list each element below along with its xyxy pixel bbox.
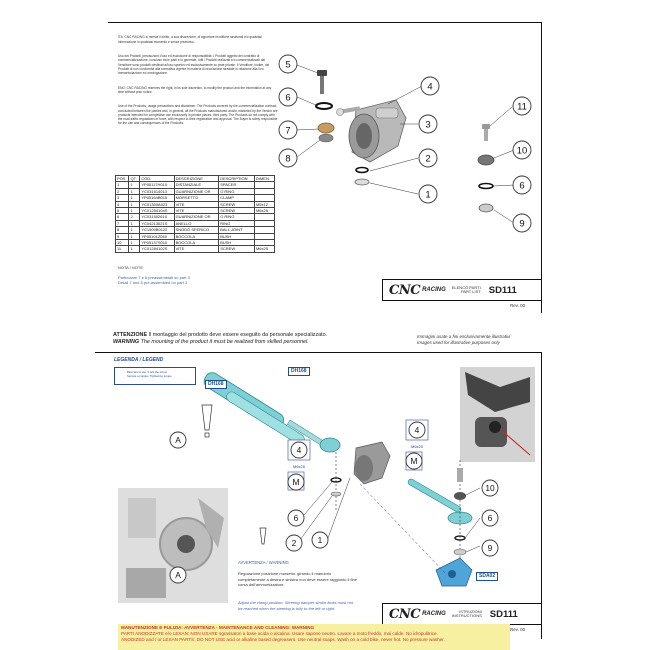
table-cell: RING (219, 220, 255, 226)
callout-label: A (175, 435, 181, 446)
table-cell: 6 (116, 214, 129, 220)
table-cell: 1 (129, 233, 140, 239)
table-cell: YP05137S010 (140, 240, 174, 246)
instructions-label (452, 610, 482, 619)
leader-lines (297, 65, 514, 223)
table-cell: M6x25 (254, 208, 274, 214)
table-cell: CLAMP (219, 195, 255, 201)
table-cell: BOCCOLA (174, 233, 219, 239)
table-cell: VITE (174, 201, 219, 207)
cnc-logo: CNC (389, 282, 421, 298)
table-cell: 1 (116, 182, 129, 188)
images-note-it: Immagini usate a fini esclusivamente illustrativi (417, 334, 511, 339)
table-cell: 1 (129, 208, 140, 214)
table-cell: VITE (174, 208, 219, 214)
callout-label: 7 (285, 125, 291, 137)
callout-label: 4 (414, 425, 420, 436)
table-cell: ANELLO (174, 220, 219, 226)
part-list-label-it: ELENCO PARTI (451, 284, 481, 290)
callout-label: 3 (425, 119, 431, 131)
o-ring-part (356, 168, 368, 173)
table-cell: YP05117H010 (140, 182, 174, 188)
table-cell: YC01284102S (140, 246, 174, 252)
callout-label: 6 (285, 92, 291, 104)
screw-part (482, 124, 490, 141)
revision-label: Rev. 00 (510, 303, 526, 308)
callout-circles (279, 55, 531, 232)
title-block-top (382, 279, 542, 301)
title-block-bottom (382, 603, 542, 625)
header-code: COD. (140, 176, 174, 182)
table-cell: 1 (129, 182, 140, 188)
attention-label: ATTENZIONE (113, 332, 148, 338)
screw-part (317, 70, 327, 94)
table-cell: YC04213021S (140, 220, 174, 226)
callout-label: 9 (487, 543, 493, 554)
callout-label: 1 (317, 535, 323, 546)
table-cell: M6x25 (254, 246, 274, 252)
callout-label: 6 (487, 513, 493, 524)
table-cell: SCREW (219, 246, 255, 252)
disclaimer-paragraph: ITA: CNC RACING si riserva il diritto, a sua discrezione, di apportare modifiche strutturali e/o qualsiasi informazione in qualsiasi momento e senza preavviso. (118, 35, 263, 44)
parts-table (115, 175, 275, 253)
maintenance-heading: MANUTENZIONE E PULIZIA: AVVERTENZA - MAINTENANCE AND CLEANING: WARNING (121, 625, 315, 630)
bracket-part (436, 558, 472, 586)
maintenance-text-it: PARTI ANODIZZATE e/o LEXAN: NON USARE sgrassatori a base acida o alcalina. Usare sapone neutro. Lavare a moto freddo, mai calde. No idropulitrice. (121, 631, 438, 637)
note-text (118, 275, 190, 285)
header-descrizione: DESCRIZIONE (174, 176, 219, 182)
legend-line: Bloccare la vite / Lock the screw (127, 370, 167, 374)
product-code: SD111 (489, 608, 518, 620)
table-cell: 9 (116, 233, 129, 239)
table-cell: 5 (116, 208, 129, 214)
callout-label: M (292, 477, 300, 488)
warning-heading: AVVERTENZA / WARNING (238, 560, 289, 565)
table-cell: 7 (116, 220, 129, 226)
maintenance-warning (118, 624, 510, 650)
spacer-part (355, 179, 369, 185)
callout-label: 2 (425, 153, 431, 165)
table-cell: SNODO SFERICO (174, 227, 219, 233)
disclaimer-paragraph: Use of the Products, usage precautions and disclaimer: The Products covered by the commercialization contract concluded between the parties and, in general, all the Products manufactured and/or marketed by the Vendor are products intended for competitive use exclusively in private places, third party. The Products do not comply with the road traffic regulations in force, with respect to their registration and approval. The Buyer is solely responsible for the use and consequences of the Products. (118, 104, 279, 126)
table-cell: 4 (116, 201, 129, 207)
attention-text: Il montaggio del prodotto deve essere eseguito da personale specializzato. (148, 332, 328, 338)
table-cell: BUSH (219, 240, 255, 246)
o-ring-part (316, 103, 332, 109)
racing-logo: RACING (422, 287, 446, 293)
warning-mark (202, 405, 212, 430)
table-cell: SPACER (219, 182, 255, 188)
images-note-en: Images used for illustrative purposes only (417, 340, 500, 345)
table-cell: 11 (116, 246, 129, 252)
table-cell: YC1500B0122 (140, 227, 174, 233)
assembly-drawing (160, 360, 530, 590)
instructions-label-it: ISTRUZIONI (459, 608, 482, 614)
o-ring-part (479, 184, 493, 189)
table-cell: SCREW (219, 208, 255, 214)
table-cell: YC031614013 (140, 188, 174, 194)
table-cell: 2 (116, 188, 129, 194)
legend-title: LEGENDA / LEGEND (114, 357, 164, 363)
attention-block (113, 332, 433, 346)
legend-line: Serrare a coppia / Tightening torque (127, 374, 172, 378)
table-cell: 2 (129, 214, 140, 220)
table-cell: 3 (116, 195, 129, 201)
table-cell: 1 (129, 201, 140, 207)
table-cell: YP05164B015 (140, 195, 174, 201)
disclaimer-text (118, 27, 278, 165)
table-cell: MORSETTO (174, 195, 219, 201)
callout-label: 4 (296, 445, 302, 456)
table-cell: 1 (129, 246, 140, 252)
instructions-label-en: INSTRUCTIONS (451, 613, 482, 618)
callout-label: 11 (517, 101, 527, 113)
racing-logo: RACING (422, 611, 446, 617)
table-cell: 1 (129, 188, 140, 194)
table-cell: SCREW (219, 201, 255, 207)
torque-label: M6x25 (292, 464, 306, 469)
maintenance-text-en: ANODIZED and / or LEXAN PARTS: DO NOT USE acid or alkaline based degreasers. Use neutral soaps. Wash on a cold bike, never hot. No pressure washer. (121, 637, 445, 643)
table-cell: 1 (129, 220, 140, 226)
table-row (116, 246, 275, 252)
damper-model-badge: DH168 (205, 380, 227, 389)
revision-label: Rev. 00 (510, 627, 526, 632)
table-cell: GUARNIZIONE OR (174, 214, 219, 220)
warning-text-en: Adjust the clamp position: Steering damper stroke limits must not be reached when the steering is fully to the left or right. (238, 600, 353, 611)
warning-label: WARNING (113, 339, 140, 345)
callout-label: 4 (427, 81, 433, 93)
table-cell: BALL JOINT (219, 227, 255, 233)
table-cell: 1 (129, 227, 140, 233)
callout-label: 5 (285, 59, 291, 71)
warning-text: The mounting of the product it must be realized from skilled personnel. (140, 339, 309, 345)
bush-part (478, 155, 494, 165)
note-line: Particolare 7 e 8 preassemblati su part 3 (118, 275, 190, 280)
table-cell: M5x12 (254, 201, 274, 207)
bracket-model-badge: SDA02 (476, 572, 498, 581)
warning-mark (260, 528, 266, 544)
table-cell: YC031502610 (140, 214, 174, 220)
exploded-view-drawing (278, 40, 540, 240)
callout-label: 10 (485, 483, 495, 494)
cnc-logo: CNC (389, 606, 421, 622)
note-line: Detail 7 and 8 pre-assembled on part 3 (118, 280, 188, 285)
bush-part (479, 204, 493, 212)
callout-label: 6 (293, 513, 299, 524)
damper-model-badge: DH168 (288, 367, 310, 376)
torque-label: M6x25 (410, 444, 424, 449)
callout-label: 6 (519, 180, 525, 192)
header-description: DESCRIPTION (219, 176, 255, 182)
table-cell: 10 (116, 240, 129, 246)
callout-label: 9 (519, 218, 525, 230)
table-cell: 8 (116, 227, 129, 233)
table-cell: VITE (174, 246, 219, 252)
callout-label: 2 (291, 538, 297, 549)
header-dimension: DIMEN. (254, 176, 274, 182)
table-cell: 1 (129, 195, 140, 201)
table-cell: 1 (129, 240, 140, 246)
link-rod (407, 478, 472, 524)
warning-text-it: Regolazione posizione morsetto: girando il manubrio completamente a destra e sinistra non deve essere raggiunto il fine corsa dell'ammortizzatore. (238, 571, 357, 587)
images-note (417, 334, 510, 346)
table-cell: O RING (219, 188, 255, 194)
disclaimer-paragraph: ENG: CNC RACING reserves the right, in its sole discretion, to modify the product and the information at any time without prior notice. (118, 85, 273, 94)
callout-label: A (175, 570, 181, 581)
table-cell: YC01254104S (140, 208, 174, 214)
header-qty: QT. (129, 176, 140, 182)
note-heading: NOTA / NOTE (118, 265, 144, 270)
callout-label: 1 (425, 189, 431, 201)
callout-label: 8 (285, 153, 291, 165)
ball-joint-part (318, 123, 334, 142)
callout-label: M (410, 456, 418, 467)
table-cell: BUSH (219, 233, 255, 239)
header-pos: POS (116, 176, 129, 182)
clamp-part (354, 442, 390, 484)
callout-label: 10 (516, 145, 528, 157)
table-cell: GUARNIZIONE OR (174, 188, 219, 194)
product-code: SD111 (488, 284, 517, 296)
disclaimer-paragraph: Uso dei Prodotti, precauzioni d'uso ed esclusione di responsabilità: I Prodotti oggetto del contratto di commercializzazione, concluso tra le parti e in generale, tutti i Prodotti realizzati e/o commercializzati dal Venditore sono prodotti destinati all'uso sportivo ed esclusivamente su piste private. Il Venditore, inoltre, dei Prodotti di non conformità alla normativa vigente in materia di circolazione stradale in relazione alla loro immatricolazione ed omologazione. (118, 54, 271, 76)
warning-mark (205, 433, 209, 437)
table-cell: YC01300A023 (140, 201, 174, 207)
part-list-label-en: PART LIST (460, 289, 481, 294)
table-cell: O RING (219, 214, 255, 220)
table-cell: YP05101Z040 (140, 233, 174, 239)
table-cell: DISTANZIALE (174, 182, 219, 188)
part-list-label (452, 286, 481, 295)
table-cell: BOCCOLA (174, 240, 219, 246)
